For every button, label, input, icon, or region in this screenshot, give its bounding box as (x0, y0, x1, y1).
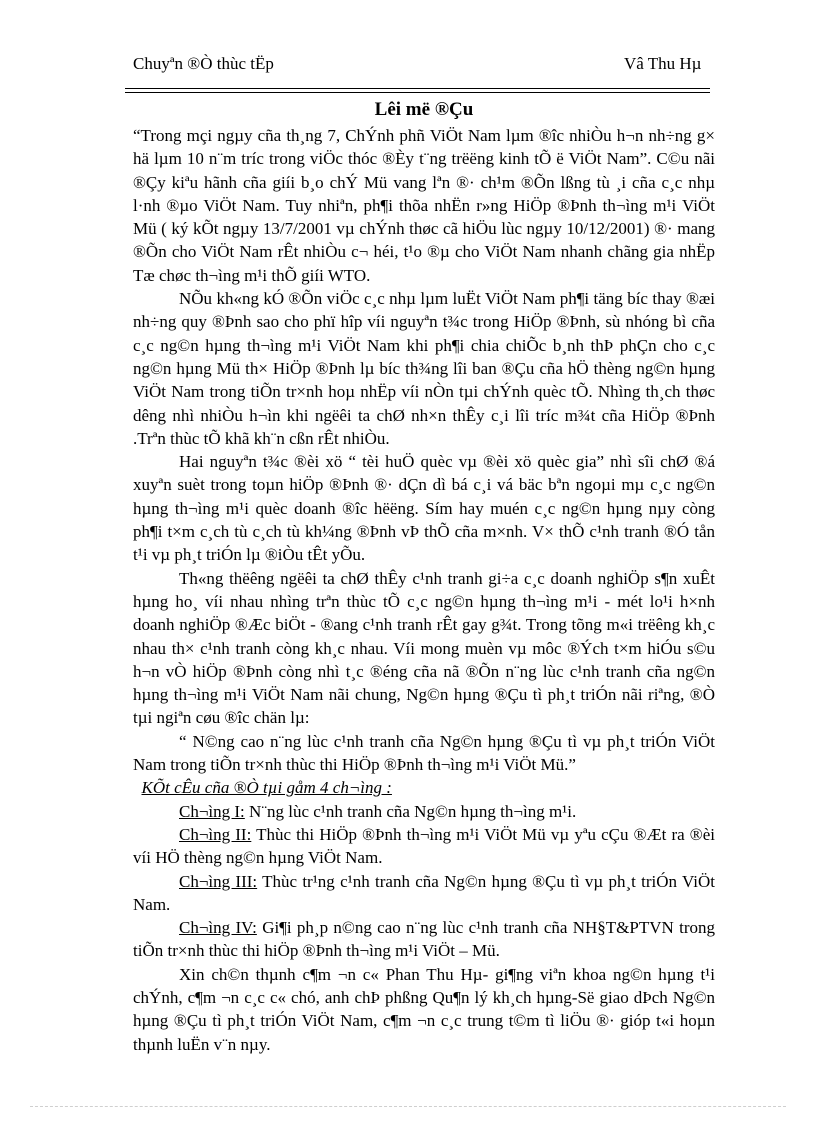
paragraph-3: Hai nguyªn t¾c ®èi xö “ tèi huÖ quèc vµ ®èi xö quèc gia” nhì sîi chØ ®á xuyªn suèt trong toµn hiÖp ®Þnh ®· dÇn dì bá c¸i vá bäc bªn ngoµi mµ c¸c ng©n hµng th¬ìng m¹i quèc doanh ®îc hëëng. Sím hay muén c¸c ng©n hµng nµy còng ph¶i t×m c¸ch tù c¸ch tù kh¼ng ®Þnh vÞ thÕ cña m×nh. V× thÕ c¹nh tranh ®Ó tån t¹i vµ ph¸t triÓn lµ ®iÒu tÊt yÕu. (133, 452, 715, 565)
chapter-1-label: Ch¬ìng I: (179, 801, 245, 821)
paragraph-1: “Trong mçi ngµy cña th¸ng 7, ChÝnh phñ ViÖt Nam lµm ®îc nhiÒu h¬n nh÷ng g× hä lµm 10 n¨m tríc trong viÖc thóc ®Èy t¨ng trëëng kinh tÕ ë ViÖt Nam”. C©u nãi ®Çy kiªu hãnh cña giíi b¸o chÝ Mü vang lªn ®· ch¹m ®Õn lßng tù ¸i cña c¸c nhµ l·nh ®µo ViÖt Nam. Tuy nhiªn, ph¶i thõa nhËn r»ng HiÖp ®Þnh th¬ìng m¹i ViÖt Mü ( ký kÕt ngµy 13/7/2001 vµ chÝnh thøc cã hiÖu lùc ngµy 10/12/2001) ®· mang ®Õn cho ViÖt Nam rÊt nhiÒu c¬ héi, t¹o ®µ cho ViÖt Nam nhanh chãng gia nhËp Tæ chøc th¬ìng m¹i thÕ giíi WTO. (133, 126, 715, 285)
structure-heading-text: KÕt cÊu cña ®Ò tµi gåm 4 ch¬ìng : (141, 778, 392, 798)
document-body (133, 98, 715, 1056)
chapter-4 (133, 916, 715, 963)
header-rule-top (125, 88, 710, 89)
chapter-3-label: Ch¬ìng III: (179, 871, 258, 891)
chapter-2-text: Thùc thi HiÖp ®Þnh th¬ìng m¹i ViÖt Mü vµ yªu cÇu ®Æt ra ®èi víi HÖ thèng ng©n hµng ViÖt Nam. (133, 824, 715, 868)
chapter-1 (133, 800, 715, 823)
header-rule-bottom (125, 92, 710, 93)
chapter-2 (133, 823, 715, 870)
chapter-2-label: Ch¬ìng II: (179, 824, 252, 844)
chapter-4-label: Ch¬ìng IV: (179, 918, 257, 938)
paragraph-2: NÕu kh«ng kÓ ®Õn viÖc c¸c nhµ lµm luËt ViÖt Nam ph¶i täng bíc thay ®æi nh÷ng quy ®Þnh sao cho phï hîp víi nguyªn t¾c trong HiÖp ®Þnh, sù nhóng bì cña c¸c ng©n hµng th¬ìng m¹i ViÖt Nam khi ph¶i chia chiÕc b¸nh thÞ phÇn cho c¸c ng©n hµng Mü th× HiÖp ®Þnh lµ bíc th¾ng lîi ban ®Çu cña hÖ thèng ng©n hµng ViÖt Nam trong tiÕn tr×nh hoµ nhËp víi nÒn tµi chÝnh quèc tÕ. Nhìng th¸ch thøc dêng nhì nhiÒu h¬ìn khi ngëêi ta chØ nh×n thÊy c¸i lîi tríc m¾t cña HiÖp ®Þnh .Trªn thùc tÕ khã kh¨n cßn rÊt nhiÒu. (133, 289, 715, 448)
chapter-3 (133, 870, 715, 917)
chapter-3-text: Thùc tr¹ng c¹nh tranh cña Ng©n hµng ®Çu tì vµ ph¸t triÓn ViÖt Nam. (133, 871, 715, 914)
page-title: Lêi më ®Çu (374, 99, 474, 120)
structure-heading (133, 776, 715, 799)
header-right: Vâ Thu Hµ (624, 54, 702, 73)
page-bottom-border (30, 1106, 786, 1107)
acknowledgement: Xin ch©n thµnh c¶m ¬n c« Phan Thu Hµ- gi¶ng viªn khoa ng©n hµng t¹i chÝnh, c¶m ¬n c¸c c« chó, anh chÞ phßng Qu¶n lý kh¸ch hµng-Së giao dÞch Ng©n hµng ®Çu tì ph¸t triÓn ViÖt Nam, c¶m ¬n c¸c trung t©m tì liÖu ®· gióp t«i hoµn thµnh luËn v¨n nµy. (133, 964, 715, 1054)
header-left: Chuyªn ®Ò thùc tËp (133, 54, 274, 73)
thesis-topic: “ N©ng cao n¨ng lùc c¹nh tranh cña Ng©n hµng ®Çu tì vµ ph¸t triÓn ViÖt Nam trong tiÕn tr×nh thùc thi HiÖp ®Þnh th¬ìng m¹i ViÖt Mü.” (133, 731, 715, 775)
chapter-1-text: N¨ng lùc c¹nh tranh cña Ng©n hµng th¬ìng m¹i. (244, 801, 577, 821)
paragraph-4: Th«ng thëêng ngëêi ta chØ thÊy c¹nh tranh gi÷a c¸c doanh nghiÖp s¶n xuÊt hµng ho¸ víi nhau nhìng trªn thùc tÕ c¸c ng©n hµng th¬ìng m¹i - mét lo¹i h×nh doanh nghiÖp ®Æc biÖt - ®ang c¹nh tranh rÊt gay g¾t. Trong tõng m«i trëêng kh¸c nhau th× c¹nh tranh còng kh¸c nhau. Víi mong muèn vµ môc ®Ých t×m hiÓu s©u h¬n vÒ hiÖp ®Þnh còng nhì t¸c ®éng cña nã ®Õn n¨ng lùc c¹nh tranh cña ng©n hµng th¬ìng m¹i ViÖt Nam nãi chung, Ng©n hµng ®Çu tì ph¸t triÓn nãi riªng, ®Ò tµi ngiªn cøu ®îc chän lµ: (133, 568, 715, 728)
chapter-4-text: Gi¶i ph¸p n©ng cao n¨ng lùc c¹nh tranh cña NH§T&PTVN trong tiÕn tr×nh thùc thi hiÖp ®Þnh th¬ìng m¹i ViÖt – Mü. (133, 918, 715, 961)
